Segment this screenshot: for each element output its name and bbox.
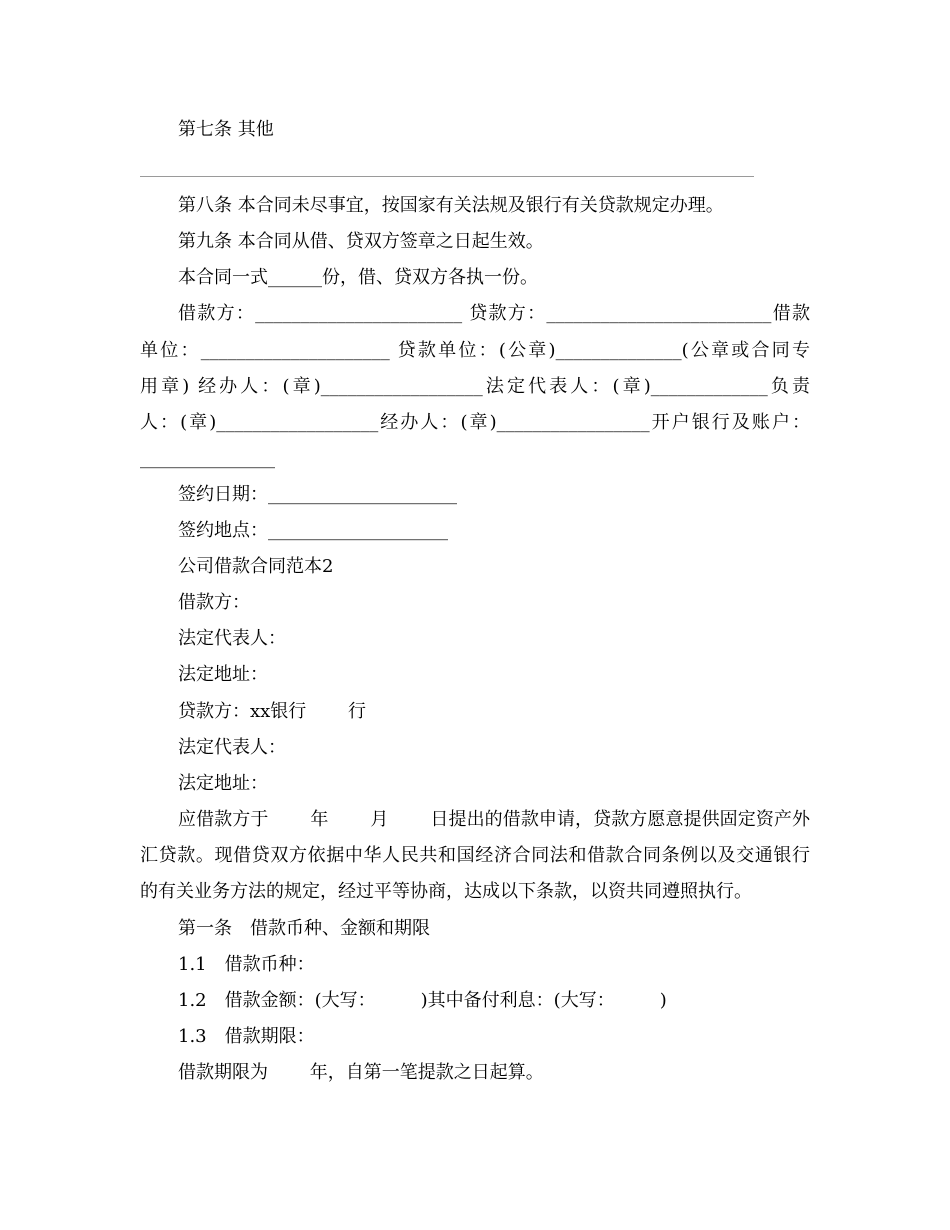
clause-1-3: 1.3 借款期限： bbox=[178, 1026, 315, 1047]
clause-1-1: 1.1 借款币种： bbox=[178, 954, 315, 975]
sign-date: 签约日期：_____________________ bbox=[178, 484, 457, 505]
clause-1-heading: 第一条 借款币种、金额和期限 bbox=[178, 918, 430, 939]
signature-line-1: 借款方：_______________________ 贷款方：_________________________借款 bbox=[178, 303, 810, 324]
signature-line-5: _______________ bbox=[140, 448, 275, 469]
lender-label: 贷款方：xx银行 行 bbox=[178, 701, 367, 722]
preamble-line-2: 汇贷款。现借贷双方依据中华人民共和国经济合同法和借款合同条例以及交通银行 bbox=[140, 845, 810, 866]
article-8: 第八条 本合同未尽事宜，按国家有关法规及银行有关贷款规定办理。 bbox=[178, 195, 724, 216]
signature-line-4: 人：(章)__________________经办人：(章)_________________开户银行及账户： bbox=[140, 412, 810, 433]
signature-line-2: 单位：_____________________ 贷款单位：(公章)______________(公章或合同专 bbox=[140, 340, 810, 361]
copies-clause: 本合同一式______份，借、贷双方各执一份。 bbox=[178, 267, 538, 288]
clause-1-2: 1.2 借款金额：(大写： )其中备付利息：(大写： ) bbox=[178, 990, 667, 1011]
signature-line-3: 用章) 经办人：(章)__________________法定代表人：(章)_____________负责 bbox=[140, 376, 810, 397]
article-7-heading: 第七条 其他 bbox=[178, 119, 274, 140]
contract-title-2: 公司借款合同范本2 bbox=[178, 556, 334, 577]
borrower-address-label: 法定地址： bbox=[178, 664, 268, 685]
lender-address-label: 法定地址： bbox=[178, 773, 268, 794]
separator-line bbox=[140, 176, 754, 177]
sign-place: 签约地点：____________________ bbox=[178, 520, 448, 541]
borrower-label: 借款方： bbox=[178, 592, 250, 613]
borrower-rep-label: 法定代表人： bbox=[178, 628, 286, 649]
article-9: 第九条 本合同从借、贷双方签章之日起生效。 bbox=[178, 231, 544, 252]
preamble-line-3: 的有关业务方法的规定，经过平等协商，达成以下条款，以资共同遵照执行。 bbox=[140, 881, 752, 902]
preamble-line-1: 应借款方于 年 月 日提出的借款申请，贷款方愿意提供固定资产外 bbox=[178, 809, 810, 830]
lender-rep-label: 法定代表人： bbox=[178, 737, 286, 758]
loan-term-text: 借款期限为 年，自第一笔提款之日起算。 bbox=[178, 1062, 544, 1083]
